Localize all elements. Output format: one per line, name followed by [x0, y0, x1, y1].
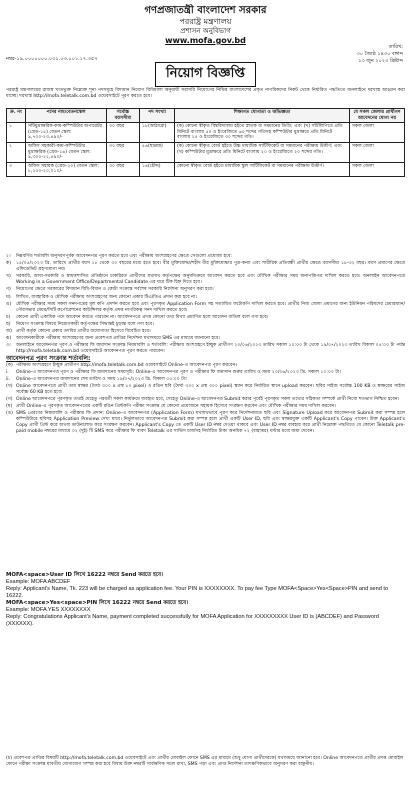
item-number: ক): [6, 261, 12, 267]
row-post: অফিস সহায়ক (গ্রেড-২০) বেতন স্কেল: ৮,২৫০-২০,০১০/-: [26, 162, 107, 176]
item-text: নিয়োগের ক্ষেত্রে সরকারের বিদ্যমান বিধি-বিধান ও কোটা সংক্রান্ত সর্বশেষ সরকারি নির্দেশনা অনুসরণ করা হবে।: [16, 287, 214, 293]
sms-example-2: Example: MOFA YES XXXXXXXX: [6, 607, 91, 613]
row-serial: ১: [7, 123, 26, 143]
row-qualification: (ক) কোনো স্বীকৃত বোর্ড হইতে উচ্চ মাধ্যমিক সার্টিফিকেট বা সমমানের পরীক্ষায় উত্তীর্ণ; এবং (খ) কম্পিউটার মুদ্রাক্ষরে প্রতি মিনিটে বাংলায় ২০ ও ইংরেজিতে ২০ শব্দের গতি।: [175, 142, 350, 162]
list-item: [6, 287, 405, 293]
item-number: ঙ): [6, 301, 12, 307]
item-number: (ক): [6, 362, 13, 368]
item-text: ১৫/০৫/২০২৩ খ্রি. তারিখে প্রার্থীর বয়স ১৮ থেকে ৩০ বছরের মধ্যে হতে হবে। বীর মুক্তিযোদ্ধা/শহীদ বীর মুক্তিযোদ্ধার পুত্র-কন্যা এবং শারীরিক প্রতিবন্ধী প্রার্থীর ক্ষেত্রে বয়সসীমা ১৮-৩২ বছর। বয়স প্রমাণের ক্ষেত্রে এফিডেভিট গ্রহণযোগ্য নয়।: [16, 261, 405, 273]
item-text: Online আবেদনপত্রে প্রার্থী তার স্বাক্ষর (দৈর্ঘ্য ৩০০ x প্রস্থ ৮০ pixel) ও রঙিন ছবি (দৈর্ঘ্য ৩০০ x প্রস্থ ৩০০ pixel) স্ক্যান করে নির্ধারিত স্থানে upload করবেন। ছবির সাইজ সর্বোচ্চ 100 KB ও স্বাক্ষরের সাইজ সর্বোচ্চ 60 KB হতে হবে।: [16, 383, 405, 395]
sms-reply-1: Reply: Applicant's Name, Tk. 223 will be charged as application fee. Your PIN is XXXXXXXX. To pay fee Type MOFA<Space>Yes<Space>PIN and send to 16222.: [6, 586, 389, 599]
item-text: প্রার্থী Online-এ পূরণকৃত আবেদনপত্রের একটি রঙিন প্রিন্টকপি পরীক্ষা সংক্রান্ত যে কোনো প্রয়োজনে সহায়ক হিসেবে সংরক্ষণ করবেন এবং মৌখিক পরীক্ষার সময় দাখিল করবেন।: [16, 404, 337, 410]
row-count: ১৮(আঠারো): [140, 123, 175, 143]
item-number: খ): [6, 274, 11, 280]
row-district: সকল জেলা: [350, 142, 405, 162]
row-age: ৩০ বছর: [107, 142, 140, 162]
sms-command-2: MOFA<space>Yes<space>PIN লিখে 16222 নম্বরে Send করতে হবে।: [6, 600, 189, 606]
col-qualification: শিক্ষাগত যোগ্যতা ও অভিজ্ঞতা: [175, 109, 350, 123]
list-item: [6, 404, 405, 410]
list-item: [6, 411, 405, 435]
circular-title-text: নিয়োগ বিজ্ঞপ্তি: [155, 62, 256, 87]
item-number: ii.: [6, 376, 11, 382]
list-item: [6, 261, 405, 273]
list-item: [6, 377, 405, 383]
row-post: সাঁটমুদ্রাক্ষরিক-কাম-কম্পিউটার অপারেটর (গ্রেড-১৫) বেতন স্কেল: ৯,৭০০-২৩,৪৯০/-: [26, 123, 107, 143]
row-age: ৩০ বছর: [107, 123, 140, 143]
col-age: সর্বোচ্চ বয়সসীমা: [107, 109, 140, 123]
item-number: চ): [6, 314, 11, 320]
row-qualification: (ক) কোনো স্বীকৃত বিশ্ববিদ্যালয় হইতে স্নাতক বা সমমানের ডিগ্রি; এবং (খ) সাঁটলিপিতে প্রতি মিনিটে বাংলায় ৫০ ও ইংরেজিতে ৬০ শব্দের গতিসহ কম্পিউটার মুদ্রাক্ষরে প্রতি মিনিটে বাংলায় ২৫ ও ইংরেজিতে ৩০ শব্দের গতি।: [175, 123, 350, 143]
date-bangla: ৩০ জ্যৈষ্ঠ ১৪৩০ বঙ্গাব্দ: [356, 51, 403, 57]
sms-command-1: MOFA<space>User ID লিখে 16222 নম্বরে Send করতে হবে।: [6, 572, 163, 578]
list-item: [6, 384, 405, 396]
row-post: অফিস সহকারী-কাম-কম্পিউটার মুদ্রাক্ষরিক (গ্রেড-১৬) বেতন স্কেল: ৯,৩০০-২২,৪৯০/-: [26, 142, 107, 162]
sms-instructions: [6, 572, 405, 628]
row-district: সকল জেলা: [350, 123, 405, 143]
government-name: গণপ্রজাতন্ত্রী বাংলাদেশ সরকার: [144, 5, 267, 16]
ministry-name: পররাষ্ট্র মন্ত্রণালয়: [179, 17, 232, 26]
col-post: পদের নাম/বেতনস্কেল: [26, 109, 107, 123]
row-qualification: কোনো স্বীকৃত বোর্ড হইতে মাধ্যমিক স্কুল সার্টিফিকেট বা সমমানের পরীক্ষায় উত্তীর্ণ।: [175, 162, 350, 176]
intro-paragraph: পররাষ্ট্র মন্ত্রণালয়ের রাজস্ব খাতভুক্ত নিম্নোক্ত শূন্য পদসমূহে বিদ্যমান নিয়োগ বিধিমালা অনুযায়ী সরাসরি নিয়োগের নিমিত্ত বাংলাদেশের প্রকৃত নাগরিকদের নিকট থেকে নির্ধারিত পদ্ধতিতে অনলাইনে দরখাস্ত আহ্বান করা যাচ্ছে। দরখাস্ত http://mofa.teletalk.com.bd ওয়েবসাইটে পূরণ করতে হবে।: [6, 88, 405, 99]
col-count: পদ সংখ্যা: [140, 109, 175, 123]
list-item: [6, 315, 405, 321]
item-number: (গ): [6, 396, 13, 402]
item-number: জ): [6, 329, 12, 335]
list-item: [6, 329, 405, 335]
list-item: [6, 254, 405, 260]
division-name: প্রশাসন অনুবিভাগ: [180, 27, 231, 35]
list-item: [6, 274, 405, 286]
memo-number: নম্বর-১৯.০০০০০০০.০৩১.০৩.০০১.১৭.৩৫৭: [6, 56, 98, 62]
item-number: (খ): [6, 383, 13, 389]
list-item: [6, 343, 405, 355]
list-item: [6, 302, 405, 314]
item-number: গ): [6, 287, 11, 293]
list-item: [6, 322, 405, 328]
table-header-row: [7, 109, 405, 123]
item-text: নিম্নবর্ণিত শর্তাবলি অনুসরণপূর্বক আবেদনপত্র পূরণ করতে হবে এবং পরীক্ষায় অংশগ্রহণের ক্ষেত্রে সেগুলো প্রযোজ্য হবে:: [16, 254, 232, 259]
item-number: ৩।: [6, 343, 11, 349]
table-row: [7, 162, 405, 176]
list-item: [6, 336, 405, 342]
date-label: তারিখ:: [388, 44, 403, 50]
sms-example-1: Example: MOFA ABCDEF: [6, 579, 71, 585]
item-text: কোনো প্রার্থী একাধিক পদে আবেদন করতে পারবেন না। আবেদনপত্রে প্রদত্ত কোনো তথ্য মিথ্যা প্রমাণিত হলে আবেদন বাতিল বলে গণ্য হবে।: [16, 314, 269, 320]
terms-section: [6, 254, 405, 437]
item-text: মৌখিক পরীক্ষার সময় সকল সনদপত্রের মূল কপি প্রদর্শন করতে হবে এবং পূরণকৃত Application Form সহ সত্যায়িত ফটোকপি দাখিল করতে হবে। প্রার্থীর নিজ জেলা প্রমাণের জন্য ইউনিয়ন পরিষদের চেয়ারম্যান/পৌরসভার মেয়র/সিটি কর্পোরেশনের কাউন্সিলর কর্তৃক প্রদত্ত নাগরিকত্ব সনদ দাখিল করতে হবে।: [16, 301, 405, 313]
circular-title: [6, 62, 405, 87]
row-count: ৫৬(ছাপ্পান্ন): [140, 142, 175, 162]
table-row: [7, 123, 405, 143]
list-item: [6, 363, 405, 369]
item-text: SMS প্রেরণের নিয়মাবলি ও পরীক্ষার ফি প্রদান: Online-এ আবেদনপত্র (Application Form) যথাযথভাবে পূরণ করে নির্দেশনামতে ছবি এবং Signature Upload করে আবেদনপত্র Submit করা সম্পন্ন হলে কম্পিউটারে ছবিসহ Application Preview দেখা যাবে। নির্ভুলভাবে আবেদনপত্র Submit করা সম্পন্ন হলে প্রার্থী একটি User ID, ছবি এবং স্বাক্ষরযুক্ত একটি Applicant's Copy পাবেন। উক্ত Applicant's Copy প্রার্থী প্রিন্ট করে অথবা ডাউনলোড করে সংরক্ষণ করবেন। Applicant's Copy তে একটি User ID নম্বর দেওয়া থাকবে এবং User ID নম্বর ব্যবহার করে প্রার্থী নিম্নোক্ত পদ্ধতিতে যে কোনো Teletalk pre-paid mobile নম্বরের মাধ্যমে ০২ (দুই) টি SMS করে পরীক্ষার ফি বাবদ Teletalk এর সার্ভিস চার্জসহ নির্ধারিত টাকা অনধিক ৭২ (বাহাত্তর) ঘণ্টার মধ্যে জমা দেবেন।: [16, 411, 405, 435]
col-district: যে সকল জেলার প্রার্থীগণ আবেদনের যোগ্য নয়: [350, 109, 405, 123]
row-district: সকল জেলা: [350, 162, 405, 176]
item-number: ঝ): [6, 336, 12, 342]
item-text: নিয়োগ সংক্রান্ত বিষয়ে নিয়োগকারী কর্তৃপক্ষের সিদ্ধান্তই চূড়ান্ত বলে গণ্য হবে।: [16, 321, 154, 327]
posts-table: [6, 108, 405, 177]
item-text: Online-এ আবেদনপত্র জমাদানের শেষ তারিখ ও সময় ১৯/০৭/২০২৩ খ্রি. বিকাল ০৫:০০ টা।: [16, 376, 187, 382]
row-count: ১৪(চৌদ্দ): [140, 162, 175, 176]
list-item: [6, 295, 405, 301]
item-text: পরীক্ষায় অংশগ্রহণে ইচ্ছুক প্রার্থীগণ http://mofa.teletalk.com.bd ওয়েবসাইটে Online-এ আবেদনপত্র পূরণ করবেন।: [16, 362, 237, 368]
date-english: ১৩ জুন ২০২৩ খ্রিষ্টাব্দ: [358, 58, 403, 64]
item-text: Online-এ আবেদনপত্র পূরণ ও পরীক্ষার ফি জমাদানের সময়সূচি: Online-এ আবেদনপত্র পূরণ ও পরীক্ষার ফি জমাদান শুরুর তারিখ ও সময় ২০/০৬/২০২৩ খ্রি. সকাল ১০:০০ টা।: [16, 369, 341, 375]
item-text: সরকারি, আধা-সরকারি ও স্বায়ত্তশাসিত প্রতিষ্ঠানে চাকরিরত প্রার্থীদের যথাযথ কর্তৃপক্ষের অনুমতিক্রমে আবেদন করতে হবে এবং মৌখিক পরীক্ষার সময় অনাপত্তিপত্র দাখিল করতে হবে। অনলাইন আবেদনপত্রে Working in a Government Office/Departmental Candidate এর ঘরে টিক চিহ্ন দিতে হবে।: [16, 274, 405, 286]
sms-reply-2: Reply: Congratulations Applicant's Name, payment completed successfully for MOFA Application for XXXXXXXXX User ID is (ABCDEF) and Password (XXXXXX).: [6, 614, 379, 627]
item-number: ছ): [6, 321, 11, 327]
list-item: [6, 397, 405, 403]
item-text: অনলাইনে আবেদনপত্র পূরণ ও পরীক্ষার ফি জমাদান সংক্রান্ত নিয়মাবলি ও শর্তাবলি: পরীক্ষায় অংশগ্রহণে ইচ্ছুক প্রার্থীগণ ২০/০৬/২০২৩ তারিখ সকাল ১০:০০ টা থেকে ১৯/০৭/২০২৩ তারিখ বিকাল ০৫:০০ টা পর্যন্ত http://mofa.teletalk.com.bd ওয়েবসাইটে আবেদনপত্র পূরণ করতে পারবেন।: [16, 343, 405, 355]
item-text: আবেদনকারীকে পরীক্ষায় অংশগ্রহণের জন্য প্রবেশপত্র প্রাপ্তির নির্দেশনা যথাসময়ে SMS এর মাধ্যমে জানানো হবে।: [16, 336, 220, 342]
item-number: (ঙ): [6, 411, 13, 417]
row-serial: ২: [7, 142, 26, 162]
item-text: Online আবেদনপত্রে পূরণকৃত তথ্যই যেহেতু পরবর্তী সকল কার্যক্রমে ব্যবহৃত হবে, সেহেতু Online-এ আবেদনপত্র Submit করার পূর্বেই পূরণকৃত সকল তথ্যের সঠিকতা সম্পর্কে প্রার্থী নিজে শতভাগ নিশ্চিত হবেন।: [16, 396, 400, 402]
job-circular-page: [6, 4, 405, 796]
row-serial: ৩: [7, 162, 26, 176]
website-link[interactable]: www.mofa.gov.bd: [165, 36, 246, 45]
item-number: ২।: [6, 254, 11, 259]
item-text: প্রার্থী কর্তৃক কোনো প্রকার তদবির প্রার্থীর অযোগ্যতা হিসেবে বিবেচিত হবে।: [16, 329, 151, 335]
government-header: [6, 4, 405, 46]
apply-heading: আবেদনপত্র পূরণ সংক্রান্ত শর্তাবলি:: [6, 355, 91, 363]
item-text: লিখিত, ব্যবহারিক ও মৌখিক পরীক্ষায় অংশগ্রহণের জন্য কোনো প্রকার টিএ/ডিএ প্রদান করা হবে না।: [16, 294, 197, 300]
list-item: [6, 370, 405, 376]
table-row: [7, 142, 405, 162]
row-age: ৩০ বছর: [107, 162, 140, 176]
admit-card-notice: (চ) প্রবেশপত্র প্রাপ্তির বিষয়টি http://mofa.teletalk.com.bd ওয়েবসাইটে এবং প্রার্থীর মোবাইল ফোনে SMS এর মাধ্যমে (শুধু যোগ্য প্রার্থীদেরকে) যথাসময়ে জানানো হবে। Online আবেদনপত্রে প্রার্থীর প্রদত্ত মোবাইল ফোনে পরীক্ষা সংক্রান্ত যাবতীয় যোগাযোগ সম্পন্ন করা হবে বিধায় উক্ত নম্বরটি সার্বক্ষণিক সচল রাখা, SMS পড়া এবং প্রাপ্ত নির্দেশনা তাৎক্ষণিকভাবে অনুসরণ করা বাঞ্ছনীয়।: [6, 756, 404, 767]
item-number: ঘ): [6, 294, 11, 300]
col-serial: ক্র. নং: [7, 109, 26, 123]
item-number: (ঘ): [6, 404, 13, 410]
item-number: i.: [6, 369, 9, 375]
